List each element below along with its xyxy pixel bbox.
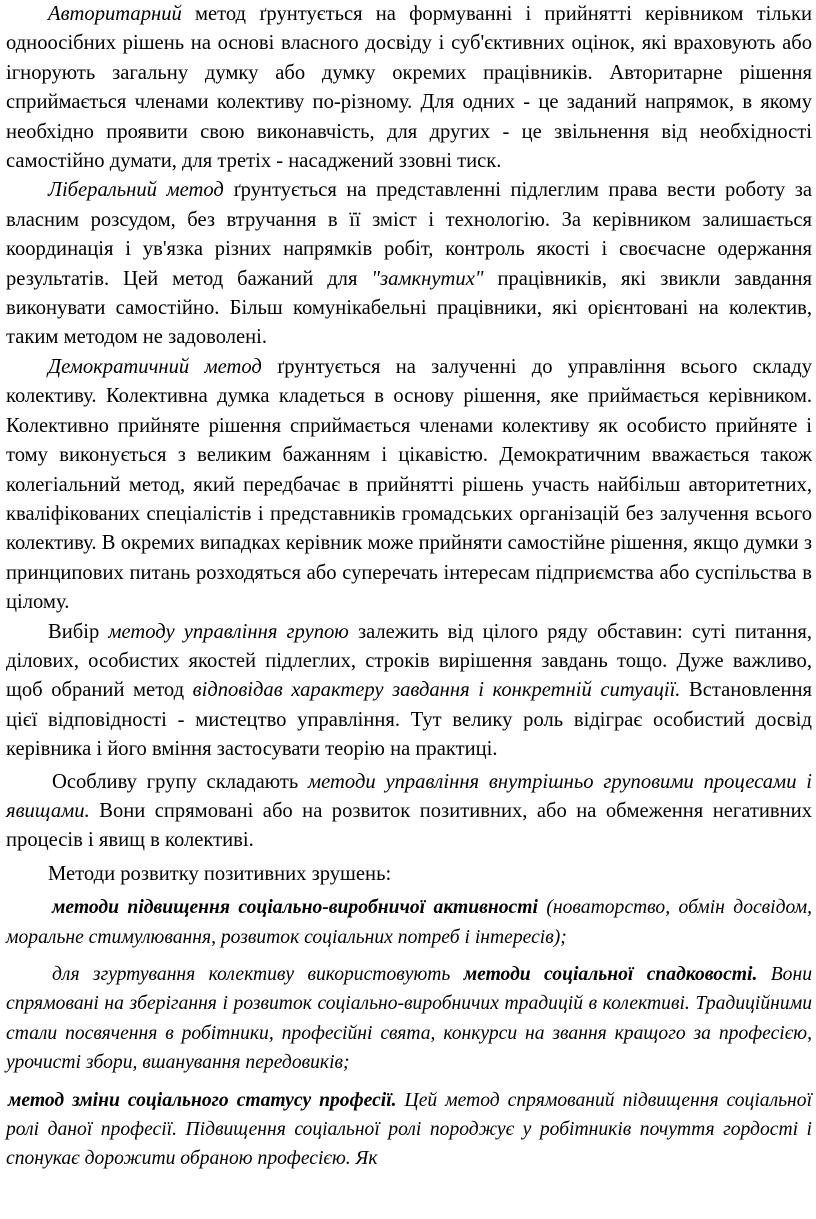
paragraph-positive-methods-heading <box>6 860 812 889</box>
text-run: Ліберальний метод <box>48 179 224 202</box>
paragraph-method-choice <box>6 618 812 765</box>
text-run: Авторитарний <box>48 3 182 25</box>
text-run: методу управління групою <box>108 620 349 643</box>
text-run: методи управління внутрішньо груповими процесами і явищами. <box>6 770 812 822</box>
text-run: Демократичний метод <box>48 355 262 378</box>
list-item-social-activity-methods <box>6 893 812 952</box>
text-run: для згуртування колективу використовують <box>52 964 464 985</box>
text-run: Вони спрямовані або на розвиток позитивних, або на обмеження негативних процесів і явищ в колективі. <box>6 799 812 852</box>
list-item-social-heredity-methods <box>6 960 812 1078</box>
text-run: Методи розвитку позитивних зрушень: <box>48 862 392 885</box>
text-run: ґрунтується на представленні підлеглим права вести роботу за власним розсудом, без втручання в її зміст і технологію. За керівником залишається координація і ув'язка різних напрямків робіт, контроль якості і своєчасне одержання результатів. Цей метод бажаний для <box>6 179 812 290</box>
text-run: працівників, які звикли завдання виконувати самостійно. Більш комунікабельні працівники, які орієнтовані на колектив, таким методом не задоволені. <box>6 267 812 349</box>
paragraph-democratic-method <box>6 353 812 618</box>
text-run: Вони спрямовані на зберігання і розвиток соціально-виробничих традицій в колективі. Традиційними стали посвячення в робітники, професійні свята, конкурси на звання кращого за професією, урочисті збори, вшанування передовиків; <box>6 964 813 1074</box>
paragraph-liberal-method <box>6 176 812 352</box>
text-run: ґрунтується на залученні до управління всього складу колективу. Колективна думка кладеться в основу рішення, яке приймається керівником. Колективно прийняте рішення сприймається членами колективу як особисто прийняте і тому виконується з великим бажанням і цікавістю. Демократичним вважається також колегіальний метод, який передбачає в прийнятті рішень участь найбільш авторитетних, кваліфікованих спеціалістів і представників громадських організацій без залучення всього колективу. В окремих випадках керівник може прийняти самостійне рішення, якщо думки з принципових питань розходяться або суперечать інтересам підприємства або суспільства в цілому. <box>6 355 812 614</box>
text-run: Особливу групу складають <box>52 770 309 793</box>
list-item-social-status-method <box>6 1086 812 1174</box>
text-run: Встановлення цієї відповідності - мистецтво управління. Тут велику роль відіграє особистий досвід керівника і його вміння застосувати теорію на практиці. <box>6 679 812 761</box>
text-run: метод зміни соціального статусу професії. <box>8 1089 397 1111</box>
text-run: "замкнутих" <box>371 267 484 290</box>
text-run: методи підвищення соціально-виробничої активності <box>52 897 538 919</box>
text-run: метод ґрунтується на формуванні і прийнятті керівником тільки одноосібних рішень на основі власного досвіду і суб'єктивних оцінок, які враховують або ігнорують загальну думку або думку окремих працівників. Авторитарне рішення сприймається членами колективу по-різному. Для одних - це заданий напрямок, в якому необхідно проявити свою виконавчість, для других - це звільнення від необхідності самостійно думати, для третіх - насаджений ззовні тиск. <box>6 3 812 173</box>
text-run: відповідав характеру завдання і конкретній ситуації. <box>192 679 681 702</box>
text-run: Цей метод спрямований підвищення соціальної ролі даної професії. Підвищення соціальної ролі породжує у робітників почуття гордості і спонукає дорожити обраною професією. Як <box>6 1089 813 1170</box>
text-run: (новаторство, обмін досвідом, моральне стимулювання, розвиток соціальних потреб і інтересів); <box>6 897 812 948</box>
text-run: залежить від цілого ряду обставин: суті питання, ділових, особистих якостей підлеглих, строків вирішення завдань тощо. Дуже важливо, щоб обраний метод <box>6 620 812 702</box>
paragraph-authoritarian-method <box>6 0 812 176</box>
paragraph-group-process-methods <box>6 768 812 856</box>
text-run: Вибір <box>48 620 109 643</box>
text-run: методи соціальної спадковості. <box>463 964 758 985</box>
